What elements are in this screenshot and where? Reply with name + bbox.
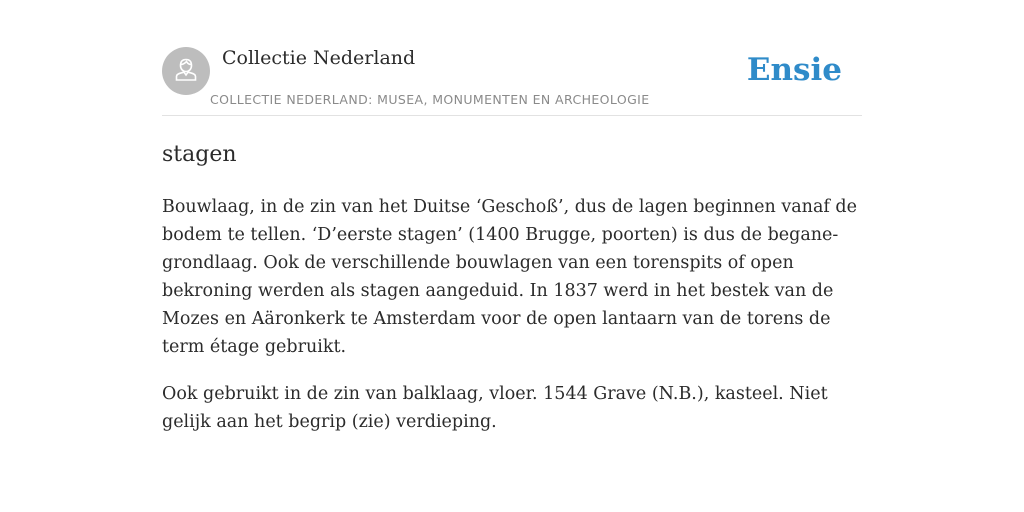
avatar[interactable] bbox=[162, 47, 210, 95]
user-icon bbox=[172, 55, 200, 88]
source-subtitle[interactable]: COLLECTIE NEDERLAND: MUSEA, MONUMENTEN EN ARCHEOLOGIE bbox=[210, 92, 650, 107]
entry-term: stagen bbox=[162, 142, 237, 167]
entry-card bbox=[162, 46, 862, 455]
definition-paragraph: Bouwlaag, in de zin van het Duitse ‘Geschoß’, dus de lagen beginnen vanaf de bodem te tellen. ‘D’eerste stagen’ (1400 Brugge, poorten) is dus de begane-grondlaag. Ook de verschillende bouwlagen van een torenspits of open bekroning werden als stagen aangeduid. In 1837 werd in het bestek van de Mozes en Aäronkerk te Amsterdam voor de open lantaarn van de torens de term étage gebruikt. bbox=[162, 197, 857, 357]
brand-logo[interactable]: Ensie bbox=[746, 52, 842, 88]
author-name[interactable]: Collectie Nederland bbox=[222, 47, 416, 69]
entry-definition bbox=[162, 193, 862, 436]
entry-header bbox=[162, 46, 862, 116]
definition-paragraph: Ook gebruikt in de zin van balklaag, vloer. 1544 Grave (N.B.), kasteel. Niet gelijk aan het begrip (zie) verdieping. bbox=[162, 384, 828, 432]
